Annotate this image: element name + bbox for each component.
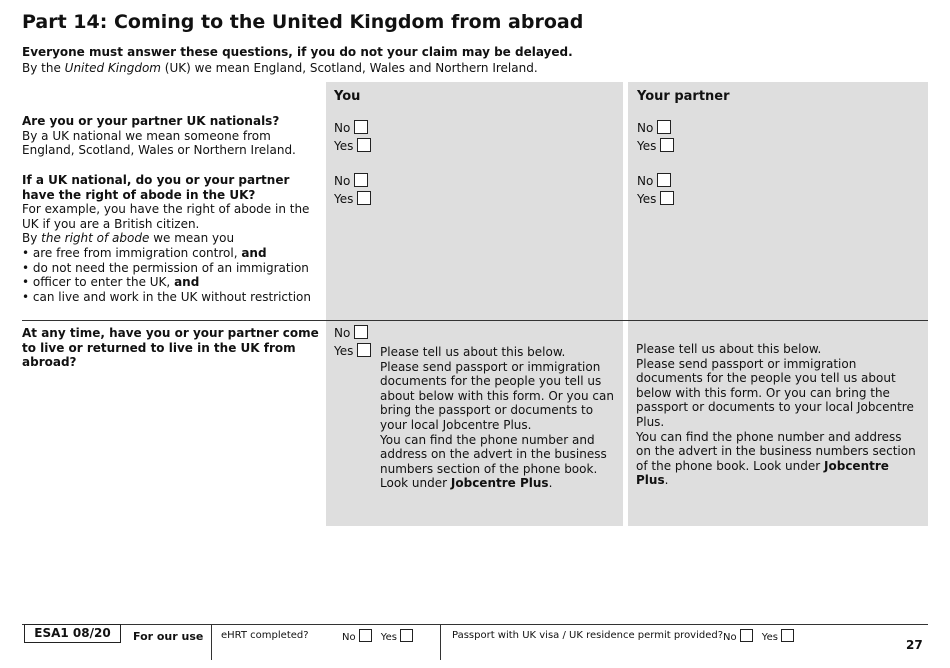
ehrt-label: eHRT completed? [221,630,309,641]
column-partner-header: Your partner [637,89,730,104]
no-label: No [342,632,356,643]
footer-divider [440,624,441,660]
yes-label: Yes [637,192,657,206]
conditions-list [22,246,314,304]
partner-q1-yes-checkbox[interactable] [660,138,674,152]
ehrt-no-checkbox[interactable] [359,629,372,642]
no-label: No [334,121,351,135]
yes-label: Yes [637,139,657,153]
you-q3-options [334,324,371,360]
you-q2-no-checkbox[interactable] [354,173,368,187]
yes-label: Yes [380,632,397,643]
question-heading: If a UK national, do you or your partner have the right of abode in the UK? [22,173,290,202]
ehrt-yes-checkbox[interactable] [400,629,413,642]
no-label: No [723,632,737,643]
definition: By the right of abode we mean you [22,231,235,246]
you-q1-no-checkbox[interactable] [354,120,368,134]
yes-label: Yes [761,632,778,643]
passport-label: Passport with UK visa / UK residence permit provided? [452,630,724,641]
passport-no-checkbox[interactable] [740,629,753,642]
partner-q2-no-checkbox[interactable] [657,173,671,187]
you-q1-yes-checkbox[interactable] [357,138,371,152]
you-q3-instructions [380,345,618,491]
instruction-line: You can find the phone number and address on the advert in the business numbers section of the phone book. Look under Jobcentre Plus. [380,432,607,491]
list-item: • officer to enter the UK, and [22,275,314,290]
you-q3-no-checkbox[interactable] [354,325,368,339]
list-item: • are free from immigration control, and [22,246,314,261]
partner-q3-instructions [636,342,920,488]
instruction-line: Please tell us about this below. [636,342,822,356]
question-heading: Are you or your partner UK nationals? [22,114,280,128]
instruction-line: Please tell us about this below. [380,345,566,359]
partner-q1-no-checkbox[interactable] [657,120,671,134]
yes-label: Yes [334,344,354,358]
form-code-box: ESA1 08/20 [24,624,121,643]
instruction-line: Please send passport or immigration documents for the people you tell us about below with this form. Or you can bring the passport or documents to your local Jobcentre Plus. [636,356,914,429]
no-label: No [334,174,351,188]
question-body: By a UK national we mean someone from England, Scotland, Wales or Northern Ireland. [22,128,296,158]
column-you-header: You [334,89,361,104]
no-label: No [637,121,654,135]
question-right-of-abode [22,173,314,304]
you-q2-yes-checkbox[interactable] [357,191,371,205]
question-came-from-abroad: At any time, have you or your partner come to live or returned to live in the UK from abroad? [22,326,319,370]
page-title: Part 14: Coming to the United Kingdom from abroad [22,11,584,33]
instruction-line: You can find the phone number and address on the advert in the business numbers section of the phone book. Look under Jobcentre Plus. [636,429,916,488]
question-body: For example, you have the right of abode in the UK if you are a British citizen. [22,202,310,231]
you-q1-options [334,119,371,155]
you-q2-options [334,172,371,208]
yes-label: Yes [334,192,354,206]
intro-text: By the United Kingdom (UK) we mean England, Scotland, Wales and Northern Ireland. [22,61,538,75]
passport-options [723,629,794,643]
intro-bold: Everyone must answer these questions, if you do not your claim may be delayed. [22,45,573,59]
yes-label: Yes [334,139,354,153]
no-label: No [637,174,654,188]
page-number: 27 [906,638,923,652]
passport-yes-checkbox[interactable] [781,629,794,642]
for-our-use-label: For our use [133,630,204,643]
list-item: • do not need the permission of an immigration [22,261,314,276]
partner-q2-options [637,172,674,208]
you-q3-yes-checkbox[interactable] [357,343,371,357]
no-label: No [334,326,351,340]
partner-q2-yes-checkbox[interactable] [660,191,674,205]
ehrt-options [342,629,413,643]
question-uk-national [22,114,314,158]
partner-q1-options [637,119,674,155]
footer-top-rule [22,624,928,625]
section-divider [22,320,928,321]
instruction-line: Please send passport or immigration documents for the people you tell us about below with this form. Or you can bring the passport or documents to your local Jobcentre Plus. [380,359,614,432]
list-item: • can live and work in the UK without restriction [22,290,314,305]
footer-divider [211,624,212,660]
